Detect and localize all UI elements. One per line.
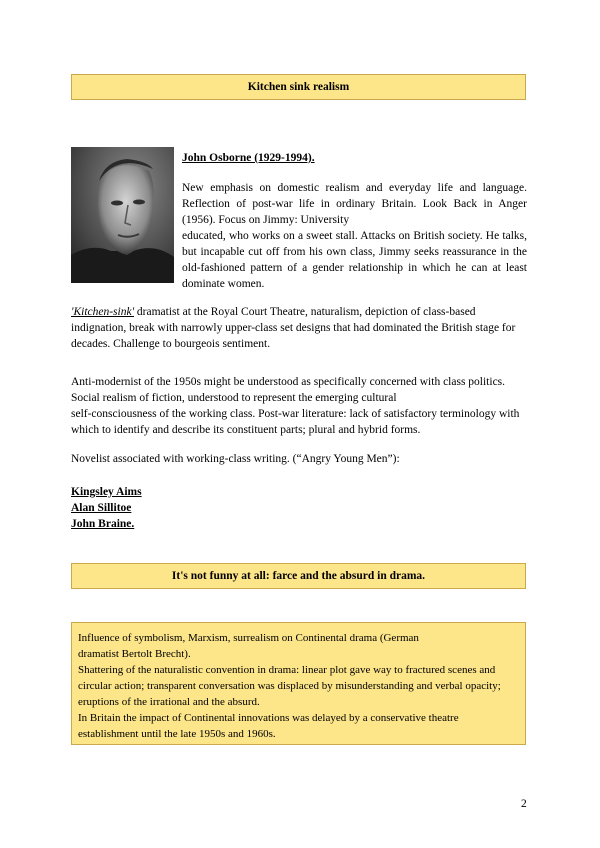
anti-modernist-text-1: Anti-modernist of the 1950s might be understood as specifically concerned with class politics. Social realism of fiction, understood to represent the emerging cultural bbox=[71, 376, 506, 404]
author-item: Kingsley Aims bbox=[71, 486, 142, 498]
osborne-text-1: New emphasis on domestic realism and everyday life and language. Reflection of post-war life in ordinary Britain. Look Back in Anger (1956). Focus on Jimmy: University bbox=[182, 182, 527, 226]
section-heading-text: It's not funny at all: farce and the absurd in drama. bbox=[171, 570, 426, 582]
box-text-3: Shattering of the naturalistic convention in drama: linear plot gave way to fractured scenes and circular action; transparent conversation was displaced by misunderstanding and verbal opacity; eruptions of the irrational and the absurd. bbox=[78, 664, 501, 708]
novelist-paragraph: Novelist associated with working-class writing. (“Angry Young Men”): bbox=[71, 453, 400, 465]
kitchen-sink-paragraph bbox=[71, 304, 527, 352]
anti-modernist-text-2: self-consciousness of the working class. Post-war literature: lack of satisfactory terminology with which to identify and describe its constituent parts; plural and hybrid forms. bbox=[71, 408, 520, 436]
osborne-name: John Osborne (1929-1994). bbox=[182, 152, 315, 164]
box-text-4: In Britain the impact of Continental innovations was delayed by a conservative theatre establishment until the late 1950s and 1960s. bbox=[78, 712, 459, 740]
continental-drama-box bbox=[71, 622, 526, 745]
box-text-1: Influence of symbolism, Marxism, surrealism on Continental drama (German bbox=[78, 632, 419, 644]
section-heading-absurd-drama bbox=[71, 563, 526, 589]
page-number: 2 bbox=[521, 798, 527, 810]
kitchen-sink-text: dramatist at the Royal Court Theatre, naturalism, depiction of class-based indignation, break with narrowly upper-class set designs that had dominated the British stage for decades. Challenge to bourgeois sentiment. bbox=[71, 306, 516, 350]
box-text-2: dramatist Bertolt Brecht). bbox=[78, 648, 191, 660]
john-osborne-photo bbox=[71, 147, 174, 283]
author-item: John Braine. bbox=[71, 518, 135, 530]
kitchen-sink-term: 'Kitchen-sink' bbox=[71, 306, 135, 318]
portrait-image bbox=[71, 147, 174, 283]
author-list bbox=[71, 484, 142, 532]
section-heading-kitchen-sink bbox=[71, 74, 526, 100]
section-heading-text: Kitchen sink realism bbox=[247, 81, 350, 93]
osborne-text-2: educated, who works on a sweet stall. Attacks on British society. He talks, but incapable cut off from his own class, Jimmy seeks reassurance in the old-fashioned pattern of a gender relationship in which he can at least dominate women. bbox=[182, 230, 527, 290]
osborne-section bbox=[182, 150, 527, 292]
author-item: Alan Sillitoe bbox=[71, 502, 132, 514]
anti-modernist-paragraph bbox=[71, 374, 527, 438]
